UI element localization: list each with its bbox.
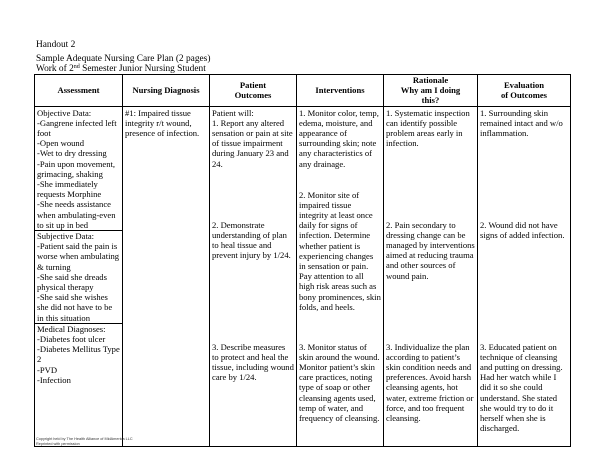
col-header-assessment: Assessment: [35, 75, 123, 107]
col-header-rationale: Rationale Why am I doing this?: [384, 75, 478, 107]
col-header-patient-outcomes: Patient Outcomes: [210, 75, 297, 107]
care-plan-table: [34, 74, 571, 447]
intervention-item: 3. Monitor status of skin around the wound. Monitor patient’s skin care practices, noting type of soap or other cleansing agents used, temp of water, and frequency of cleansing.: [299, 341, 380, 424]
evaluation-item: 2. Wound did not have signs of added infection.: [480, 219, 565, 240]
objective-data: Objective Data: -Gangrene infected left foot -Open wound -Wet to dry dressing -Pain upon movement, grimacing, shaking -She immediately requests Morphine -She needs assistance when ambulating-even to sit up in bed: [37, 107, 117, 230]
outcome-item: 2. Demonstrate understanding of plan to heal tissue and prevent injury by 1/24.: [212, 219, 291, 261]
rationale-item: 2. Pain secondary to dressing change can be managed by interventions aimed at reducing trauma and other sources of wound pain.: [386, 219, 475, 281]
interventions-cell: [297, 106, 384, 446]
col-header-interventions: Interventions: [297, 75, 384, 107]
student-line-superscript: nd: [73, 64, 80, 70]
copyright-line: Copyright held by The Health Alliance of MidAmerica LLC: [36, 437, 133, 441]
student-line-suffix: Semester Junior Nursing Student: [79, 64, 206, 74]
permission-line: Reprinted with permission: [36, 442, 80, 446]
rationale-item: 1. Systematic inspection can identify possible problem areas early in infection.: [386, 107, 470, 149]
col-header-evaluation: Evaluation of Outcomes: [478, 75, 571, 107]
assessment-cell: [35, 106, 123, 446]
rationale-cell: [384, 106, 478, 446]
table-row: [35, 106, 571, 446]
subjective-data: Subjective Data: -Patient said the pain is worse when ambulating & turning -She said she dreads physical therapy -She said she wishes she did not have to be in this situation: [35, 230, 122, 323]
evaluation-cell: [478, 106, 571, 446]
outcome-item: 3. Describe measures to protect and heal the tissue, including wound care by 1/24.: [212, 341, 294, 383]
copyright-footer: [36, 437, 133, 447]
medical-diagnoses: Medical Diagnoses: -Diabetes foot ulcer -Diabetes Mellitus Type 2 -PVD -Infection: [35, 323, 122, 385]
outcomes-cell: [210, 106, 297, 446]
plan-title: Sample Adequate Nursing Care Plan (2 pages): [36, 54, 211, 64]
handout-label: Handout 2: [36, 40, 76, 50]
student-line-prefix: Work of 2: [36, 64, 74, 74]
intervention-item: 1. Monitor color, temp, edema, moisture, and appearance of surrounding skin; note any characteristics of any drainage.: [299, 107, 379, 169]
evaluation-item: 1. Surrounding skin remained intact and w/o inflammation.: [480, 107, 563, 139]
col-header-nursing-diagnosis: Nursing Diagnosis: [123, 75, 210, 107]
evaluation-item: 3. Educated patient on technique of cleansing and putting on dressing. Had her watch while I did it so she could understand. She stated she would try to do it herself when she is discharged.: [480, 341, 563, 434]
diagnosis-cell: [123, 106, 210, 446]
nursing-diagnosis-text: #1: Impaired tissue integrity r/t wound, presence of infection.: [125, 107, 200, 139]
rationale-item: 3. Individualize the plan according to patient’s skin condition needs and preferences. Avoid harsh cleansing agents, hot water, extreme friction or force, and too frequent cleansing.: [386, 341, 474, 424]
header-row: [35, 75, 571, 107]
intervention-item: 2. Monitor site of impaired tissue integrity at least once daily for signs of infection. Determine whether patient is experiencing changes in sensation or pain. Pay attention to all high risk areas such as bony prominences, skin folds, and heels.: [299, 189, 381, 312]
outcome-item: Patient will: 1. Report any altered sensation or pain at site of tissue impairment during January 23 and 24.: [212, 107, 293, 169]
